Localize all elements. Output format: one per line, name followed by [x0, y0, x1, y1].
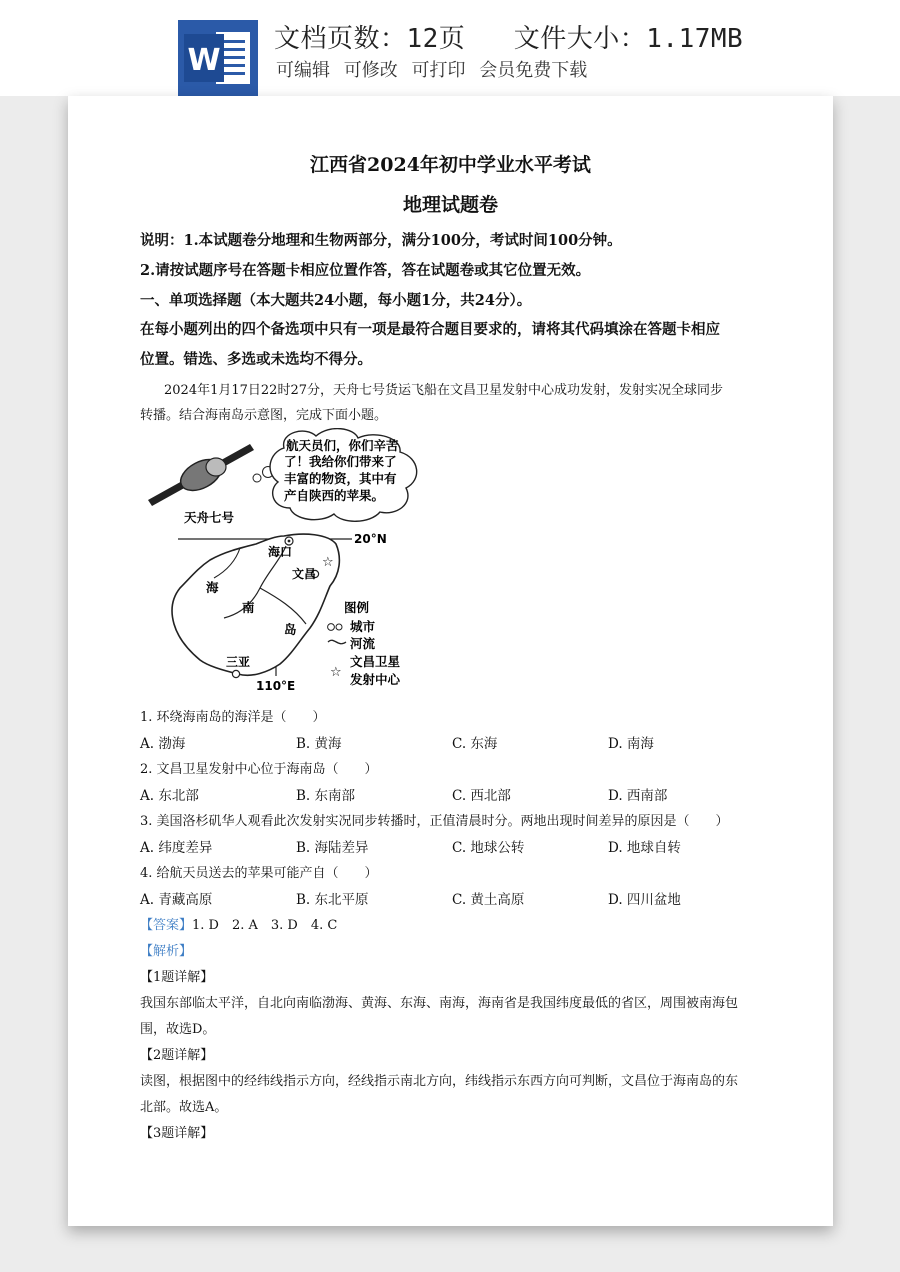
island-char-3: 岛 [284, 622, 297, 637]
q2-analysis-heading: 【2题详解】 [140, 1048, 214, 1063]
q1-analysis-line-2: 围，故选D。 [140, 1022, 216, 1037]
q1-option-c[interactable]: C. 东海 [452, 736, 498, 752]
craft-label: 天舟七号 [184, 510, 235, 525]
q2-option-c[interactable]: C. 西北部 [452, 788, 511, 804]
analysis-tag: 【解析】 [140, 944, 193, 959]
island-char-1: 海 [206, 580, 219, 595]
q1-option-b[interactable]: B. 黄海 [296, 736, 342, 752]
feature-list [276, 56, 595, 82]
legend-launch-1: 文昌卫星 [350, 654, 401, 669]
bubble-line-3: 丰富的物资，其中有 [284, 471, 397, 486]
question-4-stem: 4. 给航天员送去的苹果可能产自（ ） [140, 866, 378, 881]
exam-title: 江西省2024年初中学业水平考试 [310, 154, 591, 176]
bubble-line-2: 了！我给你们带来了 [284, 454, 397, 469]
label-haikou: 海口 [268, 545, 293, 559]
city-marker-sanya [232, 670, 239, 677]
legend-city: 城市 [350, 619, 376, 634]
intro-line-1: 2024年1月17日22时27分，天舟七号货运飞船在文昌卫星发射中心成功发射，发射实况全球同步 [164, 383, 723, 398]
legend-launch-2: 发射中心 [350, 672, 401, 687]
legend-city-icon [328, 624, 335, 631]
lon-label: 110°E [256, 679, 296, 693]
q2-option-a[interactable]: A. 东北部 [140, 788, 199, 804]
label-sanya: 三亚 [226, 655, 251, 669]
document-info-banner [0, 0, 900, 96]
legend-title: 图例 [344, 600, 370, 615]
note-2: 2.请按试题序号在答题卡相应位置作答，答在试题卷或其它位置无效。 [140, 262, 591, 279]
spacecraft-icon [148, 444, 254, 506]
document-page [68, 96, 833, 1226]
instruction-line-1: 在每小题列出的四个备选项中只有一项是最符合题目要求的，请将其代码填涂在答题卡相应 [140, 321, 720, 338]
q4-option-b[interactable]: B. 东北平原 [296, 892, 369, 908]
instruction-line-2: 位置。错选、多选或未选均不得分。 [140, 351, 372, 368]
label-wenchang: 文昌 [292, 567, 317, 581]
q2-option-b[interactable]: B. 东南部 [296, 788, 356, 804]
q1-analysis-heading: 【1题详解】 [140, 970, 214, 985]
hainan-map-figure [144, 428, 444, 694]
section-heading: 一、单项选择题（本大题共24小题，每小题1分，共24分）。 [140, 292, 532, 309]
q2-option-d[interactable]: D. 西南部 [608, 788, 668, 804]
q1-analysis-line-1: 我国东部临太平洋，自北向南临渤海、黄海、东海、南海，海南省是我国纬度最低的省区，周围被南海包 [140, 996, 739, 1011]
feature-editable: 可编辑 [276, 60, 330, 81]
file-meta [274, 18, 743, 55]
q4-option-a[interactable]: A. 青藏高原 [140, 892, 213, 908]
question-1-stem: 1. 环绕海南岛的海洋是（ ） [140, 710, 326, 725]
exam-subtitle: 地理试题卷 [402, 194, 498, 216]
answer-line [140, 914, 337, 933]
legend-river-icon [328, 640, 346, 643]
q1-option-d[interactable]: D. 南海 [608, 736, 654, 752]
q3-option-c[interactable]: C. 地球公转 [452, 840, 525, 856]
legend-star-icon: ☆ [330, 665, 342, 680]
question-2-stem: 2. 文昌卫星发射中心位于海南岛（ ） [140, 762, 378, 777]
svg-text:W: W [187, 43, 221, 78]
feature-printable: 可打印 [411, 60, 466, 81]
feature-modifiable: 可修改 [343, 60, 398, 81]
answer-tag: 【答案】 [140, 918, 193, 933]
page-count: 文档页数：12页 [274, 24, 466, 54]
note-1: 说明：1.本试题卷分地理和生物两部分，满分100分，考试时间100分钟。 [140, 232, 622, 249]
intro-line-2: 转播。结合海南岛示意图，完成下面小题。 [140, 408, 388, 423]
answer-text: 1. D 2. A 3. D 4. C [192, 918, 338, 933]
q4-option-d[interactable]: D. 四川盆地 [608, 892, 681, 908]
feature-member-download[interactable]: 会员免费下载 [479, 60, 588, 81]
q3-analysis-heading: 【3题详解】 [140, 1126, 214, 1141]
q4-option-c[interactable]: C. 黄土高原 [452, 892, 525, 908]
lat-label: 20°N [354, 532, 387, 546]
island-char-2: 南 [242, 600, 255, 615]
file-size: 文件大小：1.17MB [513, 24, 744, 54]
q3-option-a[interactable]: A. 纬度差异 [140, 840, 213, 856]
hainan-island-outline [172, 534, 339, 675]
question-3-stem: 3. 美国洛杉矶华人观看此次发射实况同步转播时，正值清晨时分。两地出现时间差异的原因是（ ） [140, 814, 729, 829]
q3-option-d[interactable]: D. 地球自转 [608, 840, 681, 856]
launch-center-star-icon: ☆ [322, 555, 334, 570]
legend-river: 河流 [350, 636, 376, 651]
q2-analysis-line-2: 北部。故选A。 [140, 1100, 228, 1115]
q1-option-a[interactable]: A. 渤海 [140, 736, 186, 752]
word-document-icon [178, 20, 258, 96]
bubble-line-4: 产自陕西的苹果。 [284, 488, 385, 503]
bubble-line-1: 航天员们，你们辛苦 [286, 438, 399, 453]
q3-option-b[interactable]: B. 海陆差异 [296, 840, 369, 856]
q2-analysis-line-1: 读图，根据图中的经纬线指示方向，经线指示南北方向，纬线指示东西方向可判断，文昌位于海南岛的东 [140, 1074, 739, 1089]
